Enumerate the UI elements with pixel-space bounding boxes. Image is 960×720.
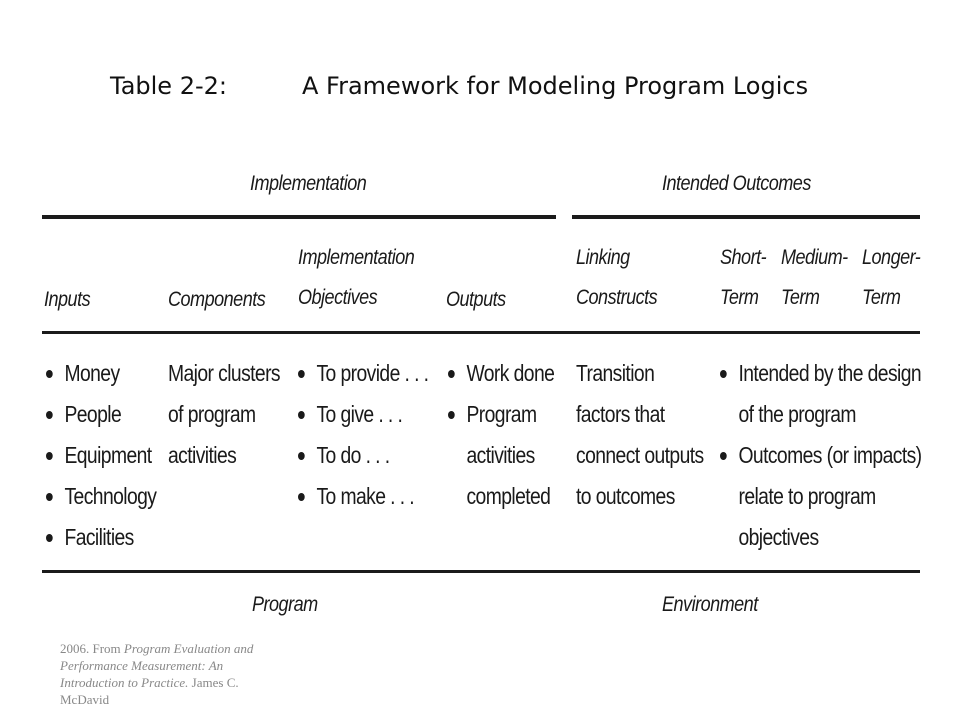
list-item: Technology	[46, 476, 156, 517]
list-item: Facilities	[46, 517, 156, 558]
col-header-short-term: Short- Term	[720, 246, 767, 309]
table-title: A Framework for Modeling Program Logics	[302, 72, 809, 100]
list-item: Outcomes (or impacts) relate to program objectives	[720, 435, 922, 558]
rule-outcomes	[572, 215, 920, 219]
col-header-inputs: Inputs	[44, 288, 91, 311]
col-header-outputs: Outputs	[446, 288, 506, 311]
col-header-medium-term: Medium- Term	[781, 246, 848, 309]
list-item: Equipment	[46, 435, 156, 476]
cell-outputs	[448, 353, 554, 517]
citation: 2006. From Program Evaluation and Performance Measurement: An Introduction to Practice. James C. McDavid	[60, 641, 254, 707]
list-item: Intended by the design of the program	[720, 353, 922, 435]
footer-environment: Environment	[662, 593, 758, 616]
col-header-linking-constructs: Linking Constructs	[576, 246, 658, 309]
list-item: Program activities completed	[448, 394, 554, 517]
rule-header-bottom	[42, 331, 920, 334]
cell-linking-constructs: Transition factors that connect outputs to outcomes	[576, 360, 704, 509]
col-header-impl-objectives: Implementation Objectives	[298, 246, 415, 309]
cell-inputs	[46, 353, 156, 558]
list-item: Money	[46, 353, 156, 394]
list-item: To provide . . .	[298, 353, 428, 394]
cell-outcomes	[720, 353, 922, 558]
footer-program: Program	[252, 593, 318, 616]
group-header-implementation: Implementation	[250, 172, 367, 195]
list-item: Work done	[448, 353, 554, 394]
rule-body-bottom	[42, 570, 920, 573]
list-item: To do . . .	[298, 435, 428, 476]
authors: James C. McDavid	[60, 675, 239, 707]
list-item: To make . . .	[298, 476, 428, 517]
col-header-components: Components	[168, 288, 266, 311]
group-header-intended-outcomes: Intended Outcomes	[662, 172, 811, 195]
book-title: Program Evaluation and Performance Measurement: An Introduction to Practice.	[60, 641, 254, 690]
cell-components: Major clusters of program activities	[168, 360, 281, 468]
col-header-longer-term: Longer- Term	[862, 246, 921, 309]
list-item: To give . . .	[298, 394, 428, 435]
rule-implementation	[42, 215, 556, 219]
table-number: Table 2-2:	[110, 72, 227, 100]
cell-impl-objectives	[298, 353, 428, 517]
list-item: People	[46, 394, 156, 435]
